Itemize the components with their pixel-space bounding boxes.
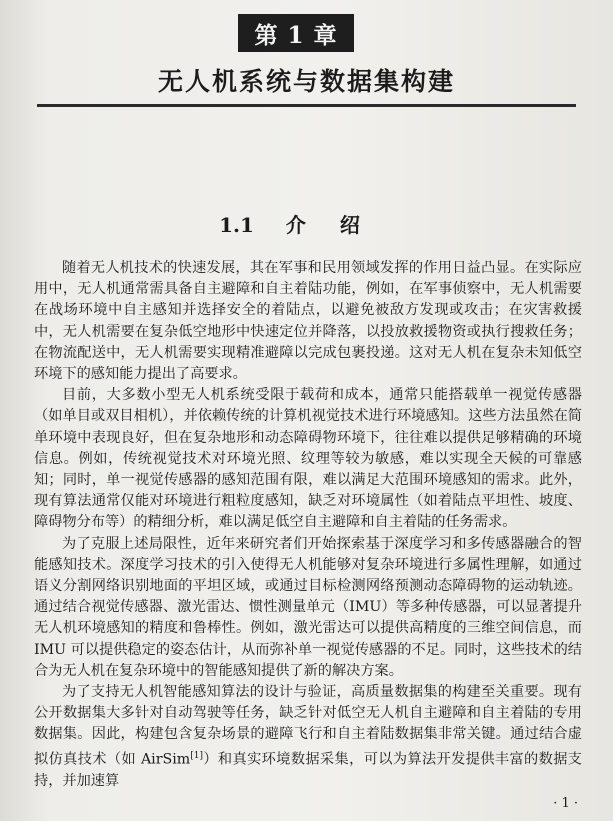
paragraph-1: 随着无人机技术的快速发展，其在军事和民用领域发挥的作用日益凸显。在实际应用中，无人机通常需具备自主避障和自主着陆功能，例如，在军事侦察中，无人机需要在战场环境中自主感知并选择安全的着陆点，以避免被敌方发现或攻击；在灾害救援中，无人机需要在复杂低空地形中快速定位并降落，以投放救援物资或执行搜救任务；在物流配送中，无人机需要实现精准避障以完成包裹投递。这对无人机在复杂未知低空环境下的感知能力提出了高要求。: [34, 260, 582, 383]
paragraph-2: 目前，大多数小型无人机系统受限于载荷和成本，通常只能搭载单一视觉传感器（如单目或双目相机），并依赖传统的计算机视觉技术进行环境感知。这些方法虽然在简单环境中表现良好，但在复杂地形和动态障碍物环境下，往往难以提供足够精确的环境信息。例如，传统视觉技术对环境光照、纹理等较为敏感，难以实现全天候的可靠感知；同时，单一视觉传感器的感知范围有限，难以满足大范围环境感知的需求。此外，现有算法通常仅能对环境进行粗粒度感知，缺乏对环境属性（如着陆点平坦性、坡度、障碍物分布等）的精细分析，难以满足低空自主避障和自主着陆的任务需求。: [34, 387, 582, 531]
chapter-divider: [37, 104, 576, 107]
paragraph-3: 为了克服上述局限性，近年来研究者们开始探索基于深度学习和多传感器融合的智能感知技术。深度学习技术的引入使得无人机能够对复杂环境进行多属性理解，如通过语义分割网络识别地面的平坦区域，或通过目标检测网络预测动态障碍物的运动轨迹。通过结合视觉传感器、激光雷达、惯性测量单元（IMU）等多种传感器，可以显著提升无人机环境感知的精度和鲁棒性。例如，激光雷达可以提供高精度的三维空间信息，而 IMU 可以提供稳定的姿态估计，从而弥补单一视觉传感器的不足。同时，这些技术的结合为无人机在复杂环境中的智能感知提供了新的解决方案。: [34, 535, 582, 679]
paragraph-4-tail: ）和真实环境数据采集，可以为算法开发提供丰富的数据支持，并加速算: [34, 751, 582, 789]
paragraph-4: [34, 682, 582, 792]
section-number: 1.1: [219, 213, 254, 237]
body-text: [34, 258, 582, 792]
chapter-title: 无人机系统与数据集构建: [157, 67, 455, 96]
citation-ref: [1]: [190, 750, 203, 761]
page-number: · 1 ·: [553, 796, 578, 811]
section-title: 介绍: [285, 213, 394, 237]
chapter-label: 第 1 章: [238, 14, 354, 52]
paragraph-4-text: 为了支持无人机智能感知算法的设计与验证，高质量数据集的构建至关重要。现有公开数据集大多针对自动驾驶等任务，缺乏针对低空无人机自主避障和自主着陆的专用数据集。因此，构建包含复杂场景的避障飞行和自主着陆数据集非常关键。通过结合虚拟仿真技术（如 AirSim: [34, 684, 582, 768]
section-heading: [0, 209, 613, 238]
